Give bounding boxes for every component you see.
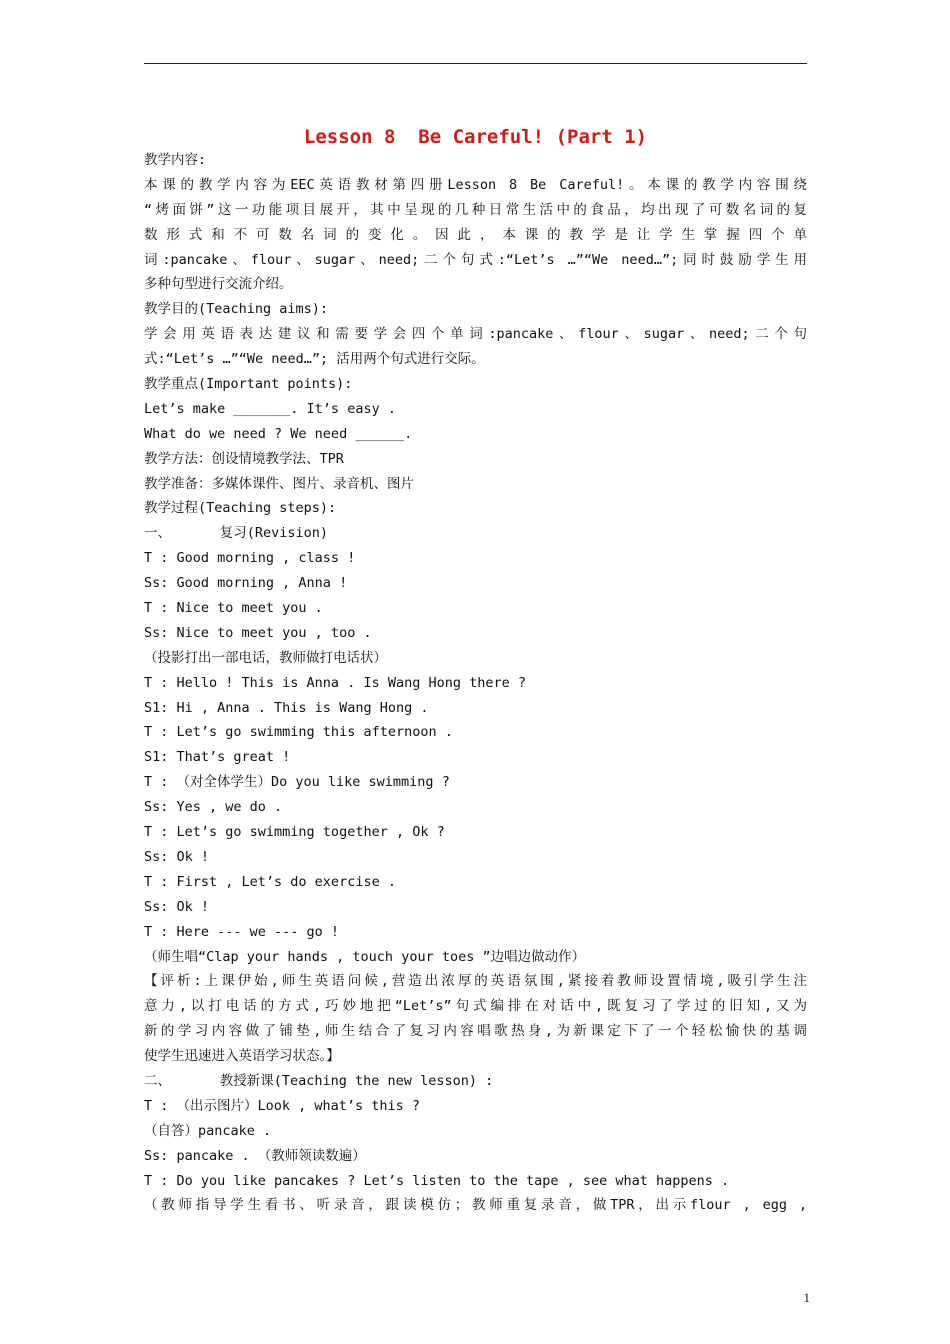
- text-line: 二、 教授新课(Teaching the new lesson) :: [144, 1072, 494, 1089]
- text-line: （师生唱“Clap your hands , touch your toes ”边唱边做动作）: [144, 948, 586, 965]
- text-line: T : Let’s go swimming this afternoon .: [144, 724, 453, 741]
- text-line: Ss: Ok !: [144, 848, 210, 865]
- text-line: 教学重点(Important points):: [144, 376, 353, 393]
- text-line: 教学准备：多媒体课件、图片、录音机、图片: [144, 475, 414, 492]
- text-line: （投影打出一部电话，教师做打电话状）: [144, 649, 387, 666]
- text-line: S1: That’s great !: [144, 749, 291, 766]
- text-line: T : Let’s go swimming together , Ok ?: [144, 824, 445, 841]
- text-line: Ss: Nice to meet you , too .: [144, 624, 372, 641]
- text-line: T : Nice to meet you .: [144, 600, 323, 617]
- text-line: Ss: Ok !: [144, 898, 210, 915]
- text-line: 本课的教学内容为EEC英语教材第四册Lesson 8 Be Careful!。本课的教学内容围绕: [144, 176, 807, 193]
- text-line: 多种句型进行交流介绍。: [144, 276, 293, 293]
- text-line: 教学方法：创设情境教学法、TPR: [144, 450, 344, 467]
- page-number: 1: [803, 1290, 810, 1305]
- commentary-line: 【评析:上课伊始,师生英语问候,营造出浓厚的英语氛围,紧接着教师设置情境,吸引学生注: [144, 973, 807, 990]
- text-line: T : First , Let’s do exercise .: [144, 873, 396, 890]
- text-line: S1: Hi , Anna . This is Wang Hong .: [144, 699, 429, 716]
- text-line: 教学过程(Teaching steps):: [144, 500, 337, 517]
- document-body: [144, 148, 807, 1218]
- text-line: 教学内容:: [144, 152, 207, 168]
- text-line: 教学目的(Teaching aims):: [144, 301, 329, 318]
- commentary-line: 使学生迅速进入英语学习状态。】: [144, 1048, 340, 1065]
- commentary-line: 新的学习内容做了铺垫,师生结合了复习内容唱歌热身,为新课定下了一个轻松愉快的基调: [144, 1023, 807, 1040]
- text-line: （自答）pancake .: [144, 1122, 272, 1139]
- text-line: Ss: pancake . （教师领读数遍）: [144, 1147, 366, 1164]
- text-line: T : Good morning , class !: [144, 550, 356, 567]
- text-line: “烤面饼”这一功能项目展开，其中呈现的几种日常生活中的食品，均出现了可数名词的复: [144, 201, 807, 218]
- text-line: （教师指导学生看书、听录音，跟读模仿；教师重复录音，做TPR，出示flour , egg ,: [144, 1197, 807, 1214]
- text-line: T : （出示图片）Look , what’s this ?: [144, 1097, 421, 1114]
- text-line: Ss: Yes , we do .: [144, 799, 283, 816]
- text-line: T : Do you like pancakes ? Let’s listen to the tape , see what happens .: [144, 1172, 730, 1189]
- text-line: T : Hello ! This is Anna . Is Wang Hong there ?: [144, 674, 527, 691]
- text-line: Let’s make _______. It’s easy .: [144, 400, 396, 417]
- lesson-title: Lesson 8 Be Careful! (Part 1): [303, 126, 648, 148]
- commentary-line: 意力,以打电话的方式,巧妙地把“Let’s”句式编排在对话中,既复习了学过的旧知,又为: [144, 998, 807, 1015]
- text-line: 词:pancake、flour、sugar、need;二个句式:“Let’s …”“We need…”;同时鼓励学生用: [144, 251, 807, 268]
- text-line: T : Here --- we --- go !: [144, 923, 340, 940]
- text-line: 学会用英语表达建议和需要学会四个单词:pancake、flour、sugar、need;二个句: [144, 326, 807, 343]
- text-line: T : （对全体学生）Do you like swimming ?: [144, 774, 450, 791]
- text-line: What do we need ? We need ______.: [144, 425, 413, 442]
- text-line: Ss: Good morning , Anna !: [144, 575, 348, 592]
- text-line: 式:“Let’s …”“We need…”; 活用两个句式进行交际。: [144, 351, 485, 368]
- header-rule: [144, 63, 807, 64]
- text-line: 数形式和不可数名词的变化。因此，本课的教学是让学生掌握四个单: [144, 226, 807, 243]
- text-line: 一、 复习(Revision): [144, 525, 329, 542]
